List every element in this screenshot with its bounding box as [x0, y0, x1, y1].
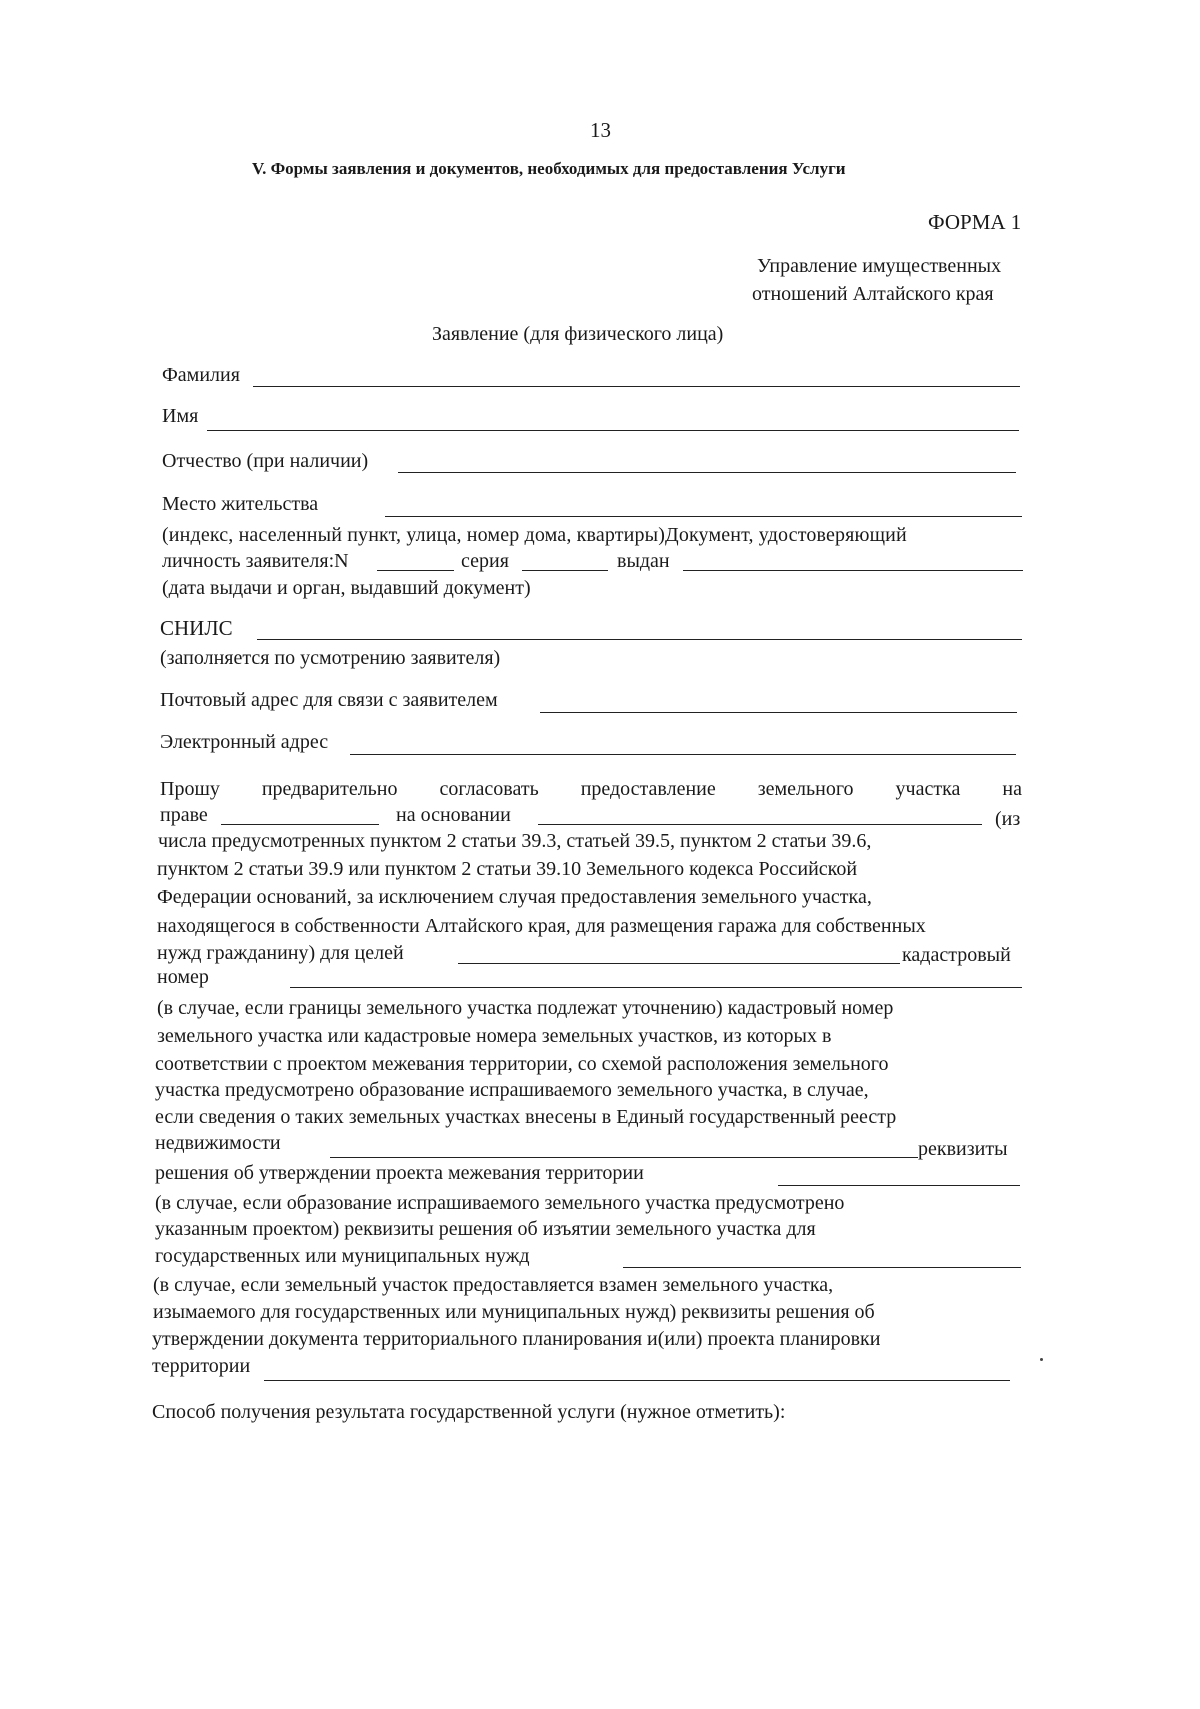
request-line-6: находящегося в собственности Алтайского края, для размещения гаража для собственных: [157, 915, 926, 937]
surname-input-line[interactable]: [253, 386, 1020, 387]
request-line-1: Прошу предварительно согласовать предоставление земельного участка на: [160, 778, 1022, 800]
request-line-12: участка предусмотрено образование испрашиваемого земельного участка, в случае,: [155, 1079, 869, 1101]
purpose-label: нужд гражданину) для целей: [157, 942, 404, 964]
postal-address-input-line[interactable]: [540, 712, 1017, 713]
document-number-line[interactable]: [377, 570, 454, 571]
surname-label: Фамилия: [162, 364, 240, 386]
requisites-word: реквизиты: [918, 1138, 1008, 1160]
basis-input-line[interactable]: [538, 824, 982, 825]
request-line-17: указанным проектом) реквизиты решения об изъятии земельного участка для: [155, 1218, 816, 1240]
request-line-16: (в случае, если образование испрашиваемого земельного участка предусмотрено: [155, 1192, 845, 1214]
withdrawal-decision-input-line[interactable]: [623, 1267, 1021, 1268]
residence-label: Место жительства: [162, 493, 319, 515]
request-line-10: земельного участка или кадастровые номера земельных участков, из которых в: [157, 1025, 832, 1047]
patronymic-input-line[interactable]: [398, 472, 1016, 473]
section-title: V. Формы заявления и документов, необходимых для предоставления Услуги: [252, 159, 846, 178]
cadastral-word: кадастровый: [902, 944, 1011, 966]
territory-label: территории: [152, 1355, 251, 1377]
result-method-label: Способ получения результата государственной услуги (нужное отметить):: [152, 1401, 786, 1423]
request-line-4: пунктом 2 статьи 39.9 или пунктом 2 статьи 39.10 Земельного кодекса Российской: [157, 858, 858, 880]
residence-hint: (индекс, населенный пункт, улица, номер дома, квартиры)Документ, удостоверяющий: [162, 524, 907, 546]
request-line-11: соответствии с проектом межевания территории, со схемой расположения земельного: [155, 1053, 889, 1075]
email-input-line[interactable]: [350, 754, 1016, 755]
addressee-line-2: отношений Алтайского края: [752, 283, 994, 305]
addressee-line-1: Управление имущественных: [757, 255, 1002, 277]
request-line-5: Федерации оснований, за исключением случая предоставления земельного участка,: [157, 886, 872, 908]
patronymic-label: Отчество (при наличии): [162, 450, 369, 472]
planning-document-input-line[interactable]: [264, 1380, 1010, 1381]
series-label: серия: [461, 550, 509, 572]
form-label: ФОРМА 1: [928, 210, 1022, 234]
cadastral-number-input-line[interactable]: [290, 987, 1022, 988]
scan-speck: [1040, 1358, 1043, 1361]
series-input-line[interactable]: [522, 570, 608, 571]
right-label: праве: [160, 804, 208, 826]
basis-label: на основании: [396, 804, 511, 826]
request-line-19: (в случае, если земельный участок предоставляется взамен земельного участка,: [153, 1274, 834, 1296]
page-number: 13: [590, 118, 611, 142]
request-line-13: если сведения о таких земельных участках внесены в Единый государственный реестр: [155, 1106, 897, 1128]
from-label: (из: [995, 808, 1021, 830]
request-line-20: изымаемого для государственных или муниципальных нужд) реквизиты решения об: [153, 1301, 875, 1323]
residence-input-line[interactable]: [385, 516, 1022, 517]
identity-label: личность заявителя:N: [162, 550, 349, 572]
issued-label: выдан: [617, 550, 670, 572]
egrn-input-line[interactable]: [330, 1157, 918, 1158]
number-label: номер: [157, 966, 209, 988]
snils-label: СНИЛС: [160, 616, 233, 640]
issued-input-line[interactable]: [683, 570, 1023, 571]
snils-hint: (заполняется по усмотрению заявителя): [160, 647, 501, 669]
request-line-21: утверждении документа территориального планирования и(или) проекта планировки: [152, 1328, 881, 1350]
request-line-9: (в случае, если границы земельного участка подлежат уточнению) кадастровый номер: [157, 997, 894, 1019]
issue-hint: (дата выдачи и орган, выдавший документ): [162, 577, 531, 599]
purpose-input-line[interactable]: [458, 963, 900, 964]
email-label: Электронный адрес: [160, 731, 329, 753]
document-title: Заявление (для физического лица): [432, 323, 724, 345]
name-input-line[interactable]: [207, 430, 1019, 431]
snils-input-line[interactable]: [257, 639, 1022, 640]
postal-address-label: Почтовый адрес для связи с заявителем: [160, 689, 498, 711]
real-estate-label: недвижимости: [155, 1132, 281, 1154]
state-needs-label: государственных или муниципальных нужд: [155, 1245, 530, 1267]
right-type-input-line[interactable]: [221, 824, 379, 825]
request-line-3: числа предусмотренных пунктом 2 статьи 39.3, статьей 39.5, пунктом 2 статьи 39.6,: [158, 830, 872, 852]
survey-decision-label: решения об утверждении проекта межевания территории: [155, 1162, 644, 1184]
survey-decision-input-line[interactable]: [778, 1185, 1020, 1186]
name-label: Имя: [162, 405, 199, 427]
